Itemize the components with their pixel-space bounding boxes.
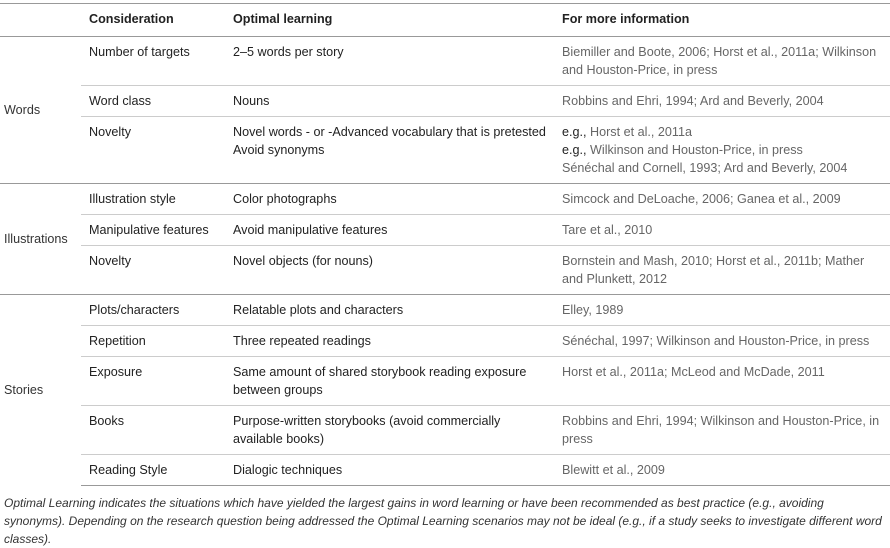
- more-information-cell: [554, 246, 890, 295]
- optimal-learning-line: Avoid manipulative features: [233, 223, 388, 237]
- optimal-learning-cell: [225, 406, 554, 455]
- reference-line: [562, 123, 884, 141]
- consideration-cell: Repetition: [81, 326, 225, 357]
- table-row: [0, 117, 890, 184]
- header-group: [0, 4, 81, 37]
- consideration-cell: Word class: [81, 86, 225, 117]
- optimal-learning-line: Novel objects (for nouns): [233, 254, 373, 268]
- more-information-cell: [554, 86, 890, 117]
- consideration-cell: Novelty: [81, 246, 225, 295]
- optimal-learning-line: 2–5 words per story: [233, 45, 344, 59]
- group-label: Stories: [0, 295, 81, 486]
- optimal-learning-cell: [225, 295, 554, 326]
- more-information-cell: [554, 357, 890, 406]
- reference-text: Robbins and Ehri, 1994; Wilkinson and Houston-Price, in press: [562, 414, 880, 446]
- reference-text: Tare et al., 2010: [562, 223, 653, 237]
- more-information-cell: [554, 326, 890, 357]
- optimal-learning-cell: [225, 326, 554, 357]
- reference-line: [562, 141, 884, 159]
- reference-text: Elley, 1989: [562, 303, 624, 317]
- more-information-cell: [554, 215, 890, 246]
- optimal-learning-cell: [225, 37, 554, 86]
- reference-line: [562, 363, 884, 381]
- reference-text: Robbins and Ehri, 1994; Ard and Beverly, 2004: [562, 94, 824, 108]
- table-body: [0, 37, 890, 486]
- reference-line: [562, 43, 884, 79]
- reference-line: [562, 332, 884, 350]
- optimal-learning-line: Same amount of shared storybook reading exposure between groups: [233, 365, 527, 397]
- table-row: [0, 37, 890, 86]
- consideration-cell: Number of targets: [89, 45, 190, 59]
- optimal-learning-cell: [225, 215, 554, 246]
- reference-text: Bornstein and Mash, 2010; Horst et al., 2011b; Mather and Plunkett, 2012: [562, 254, 865, 286]
- table-row: [0, 246, 890, 295]
- considerations-table: [0, 3, 890, 486]
- optimal-learning-line: Nouns: [233, 94, 270, 108]
- reference-text: Simcock and DeLoache, 2006; Ganea et al., 2009: [562, 192, 841, 206]
- reference-line: [562, 159, 884, 177]
- reference-text: Wilkinson and Houston-Price, in press: [590, 143, 803, 157]
- more-information-cell: [554, 295, 890, 326]
- table-row: [0, 326, 890, 357]
- more-information-cell: [554, 406, 890, 455]
- table-row: [0, 295, 890, 326]
- optimal-learning-cell: [225, 184, 554, 215]
- consideration-cell: Manipulative features: [81, 215, 225, 246]
- reference-prefix: e.g.,: [562, 125, 591, 139]
- reference-line: [562, 190, 884, 208]
- table-row: [0, 215, 890, 246]
- reference-prefix: e.g.,: [562, 143, 591, 157]
- header-row: [0, 4, 890, 37]
- reference-text: Horst et al., 2011a; McLeod and McDade, 2011: [562, 365, 825, 379]
- reference-text: Blewitt et al., 2009: [562, 463, 665, 477]
- optimal-learning-line: Three repeated readings: [233, 334, 371, 348]
- table-footnote: Optimal Learning indicates the situations which have yielded the largest gains in word learning or have been recommended as best practice (e.g., avoiding synonyms). Depending on the research question being addressed the Optimal Learning scenarios may not be ideal (e.g., if a study seeks to investigate different word classes).: [4, 496, 882, 546]
- consideration-cell: Novelty: [81, 117, 225, 184]
- optimal-learning-cell: [225, 86, 554, 117]
- consideration-cell: Books: [81, 406, 225, 455]
- table-row: [0, 184, 890, 215]
- reference-line: [562, 461, 884, 479]
- optimal-learning-cell: [225, 117, 554, 184]
- group-label: Illustrations: [0, 184, 81, 295]
- optimal-learning-cell: [225, 246, 554, 295]
- table-row: [0, 455, 890, 486]
- reference-line: [562, 92, 884, 110]
- optimal-learning-line: Avoid synonyms: [233, 143, 325, 157]
- more-information-cell: [554, 184, 890, 215]
- reference-text: Sénéchal, 1997; Wilkinson and Houston-Price, in press: [562, 334, 870, 348]
- table-row: [0, 357, 890, 406]
- header-more-information: For more information: [554, 4, 890, 37]
- reference-text: Sénéchal and Cornell, 1993; Ard and Beverly, 2004: [562, 161, 848, 175]
- optimal-learning-line: Relatable plots and characters: [233, 303, 404, 317]
- more-information-cell: [554, 455, 890, 486]
- consideration-cell: Reading Style: [81, 455, 225, 486]
- consideration-cell: Plots/characters: [81, 295, 225, 326]
- reference-line: [562, 252, 884, 288]
- reference-text: Biemiller and Boote, 2006; Horst et al., 2011a; Wilkinson and Houston-Price, in press: [562, 45, 877, 77]
- consideration-cell: Exposure: [81, 357, 225, 406]
- table-row: [0, 406, 890, 455]
- group-label: Words: [4, 103, 41, 117]
- optimal-learning-cell: [225, 455, 554, 486]
- header-consideration: Consideration: [81, 4, 225, 37]
- more-information-cell: [554, 117, 890, 184]
- optimal-learning-line: Purpose-written storybooks (avoid commercially available books): [233, 414, 501, 446]
- header-optimal-learning: Optimal learning: [225, 4, 554, 37]
- optimal-learning-line: Dialogic techniques: [233, 463, 343, 477]
- consideration-cell: Illustration style: [81, 184, 225, 215]
- optimal-learning-line: Novel words - or -Advanced vocabulary that is pretested: [233, 125, 546, 139]
- reference-text: Horst et al., 2011a: [590, 125, 692, 139]
- reference-line: [562, 221, 884, 239]
- optimal-learning-cell: [225, 357, 554, 406]
- table-row: [0, 86, 890, 117]
- reference-line: [562, 412, 884, 448]
- optimal-learning-line: Color photographs: [233, 192, 337, 206]
- reference-line: [562, 301, 884, 319]
- more-information-cell: [554, 37, 890, 86]
